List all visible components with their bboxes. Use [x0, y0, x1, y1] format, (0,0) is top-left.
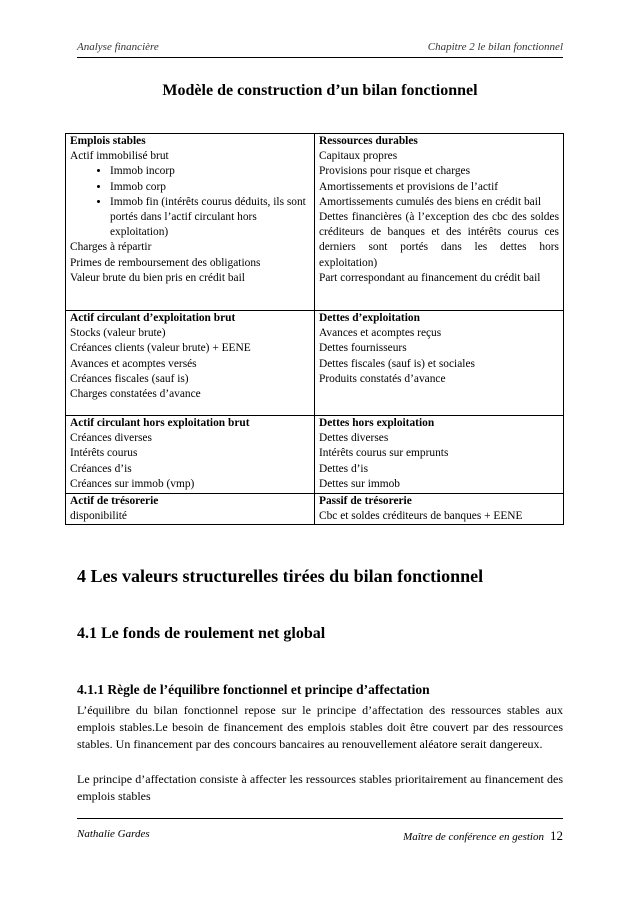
cell-line: Dettes diverses [319, 432, 389, 445]
bullet-list [70, 164, 310, 240]
emplois-stables-cell [66, 134, 315, 311]
page-title: Modèle de construction d’un bilan fonctionnel [162, 82, 478, 99]
footer-author: Nathalie Gardes [77, 828, 150, 840]
footer-right [403, 828, 563, 844]
cell-line: Créances diverses [70, 432, 152, 445]
cell-line: Primes de remboursement des obligations [70, 256, 261, 269]
section-heading-4: 4 Les valeurs structurelles tirées du bilan fonctionnel [77, 566, 484, 586]
ressources-durables-cell [315, 134, 564, 311]
cell-heading: Dettes d’exploitation [319, 312, 420, 324]
header-divider [77, 57, 563, 58]
cell-line: Dettes d’is [319, 462, 369, 475]
table-row [66, 494, 564, 525]
page-number: 12 [550, 828, 563, 843]
cell-line: Intérêts courus sur emprunts [319, 447, 449, 460]
list-item: • Immob fin (intérêts courus déduits, ils sont portés dans l’actif circulant hors exploitation) [110, 195, 310, 241]
passif-tresorerie-cell [315, 494, 564, 525]
cell-line: Créances clients (valeur brute) + EENE [70, 342, 251, 355]
cell-line: Amortissements cumulés des biens en crédit bail [319, 195, 542, 208]
cell-heading: Actif de trésorerie [70, 495, 159, 507]
table-row [66, 311, 564, 416]
cell-line: Provisions pour risque et charges [319, 165, 471, 178]
cell-heading: Ressources durables [319, 135, 418, 147]
cell-line: Valeur brute du bien pris en crédit bail [70, 271, 245, 284]
cell-line: Part correspondant au financement du crédit bail [319, 271, 541, 284]
cell-line: Avances et acomptes versés [70, 357, 197, 370]
cell-line: Créances fiscales (sauf is) [70, 372, 189, 385]
cell-heading: Passif de trésorerie [319, 495, 412, 507]
cell-line: Avances et acomptes reçus [319, 327, 442, 340]
actif-circulant-hors-exploitation-cell [66, 416, 315, 494]
cell-line: disponibilité [70, 510, 127, 523]
table-row [66, 134, 564, 311]
cell-line: Amortissements et provisions de l’actif [319, 180, 499, 193]
cell-heading: Emplois stables [70, 135, 146, 147]
cell-line: Capitaux propres [319, 150, 398, 163]
cell-line: Intérêts courus [70, 447, 138, 460]
cell-line: Dettes fiscales (sauf is) et sociales [319, 357, 475, 370]
header-right-text: Chapitre 2 le bilan fonctionnel [427, 41, 563, 53]
list-item: • Immob incorp [110, 164, 310, 179]
header-left-text: Analyse financière [77, 41, 159, 53]
paragraph: Le principe d’affectation consiste à affecter les ressources stables prioritairement au financement des emplois stables [77, 772, 563, 803]
cell-line: Dettes financières (à l’exception des cbc des soldes créditeurs de banques et des intérêts courus ces derniers sont portés dans les dettes hors exploitation) [319, 211, 559, 269]
bilan-table [65, 133, 564, 525]
cell-line: Charges constatées d’avance [70, 388, 201, 401]
actif-circulant-exploitation-cell [66, 311, 315, 416]
cell-line: Actif immobilisé brut [70, 150, 169, 163]
cell-heading: Actif circulant hors exploitation brut [70, 417, 250, 429]
actif-tresorerie-cell [66, 494, 315, 525]
paragraph: L’équilibre du bilan fonctionnel repose sur le principe d’affectation des ressources stables aux emplois stables.Le besoin de financement des emplois stables doit être couvert par des ressources stables. Un financement par des concours bancaires au renouvellement aléatore serait dangereux. [77, 703, 563, 751]
cell-line: Dettes sur immob [319, 477, 400, 490]
dettes-hors-exploitation-cell [315, 416, 564, 494]
section-heading-4-1: 4.1 Le fonds de roulement net global [77, 625, 326, 642]
footer-role: Maître de conférence en gestion [403, 831, 544, 843]
cell-line: Charges à répartir [70, 241, 152, 254]
section-heading-4-1-1: 4.1.1 Règle de l’équilibre fonctionnel et principe d’affectation [77, 682, 430, 697]
dettes-exploitation-cell [315, 311, 564, 416]
cell-heading: Actif circulant d’exploitation brut [70, 312, 236, 324]
footer-divider [77, 818, 563, 819]
table-row [66, 416, 564, 494]
cell-line: Stocks (valeur brute) [70, 327, 166, 340]
cell-line: Cbc et soldes créditeurs de banques + EENE [319, 510, 523, 523]
cell-line: Produits constatés d’avance [319, 372, 446, 385]
cell-line: Créances sur immob (vmp) [70, 477, 195, 490]
cell-heading: Dettes hors exploitation [319, 417, 435, 429]
cell-line: Dettes fournisseurs [319, 342, 407, 355]
cell-line: Créances d’is [70, 462, 132, 475]
list-item: • Immob corp [110, 180, 310, 195]
